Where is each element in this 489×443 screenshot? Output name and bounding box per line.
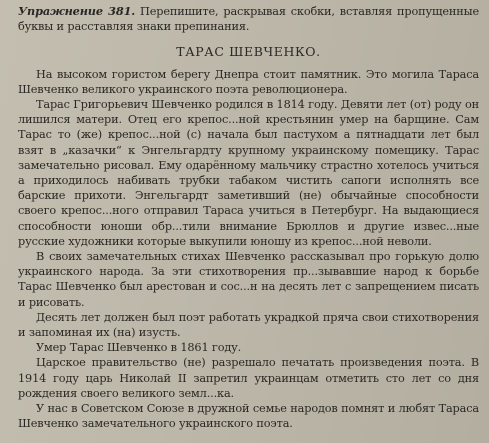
- exercise-header: [18, 4, 479, 34]
- exercise-number: Упражнение 381.: [18, 4, 136, 18]
- paragraph-monument: На высоком гористом берегу Днепра стоит памятник. Это могила Тараса Шевченко великого украинского поэта революционера.: [18, 67, 479, 96]
- paragraph-memory: У нас в Советском Союзе в дружной семье народов помнят и любят Тараса Шевченко замечательного украинского поэта.: [18, 402, 479, 431]
- paragraph-ban: Царское правительство (не) разрешало печатать произведения поэта. В 1914 году царь Николай II запретил украинцам отметить сто лет со дня рождения своего великого земл...ка.: [18, 356, 479, 400]
- paragraph-poems: В своих замечательных стихах Шевченко рассказывал про горькую долю украинского народа. За эти стихотворения пр...зывавшие народ к борьбе Тарас Шевченко был арестован и сос...н на десять лет с запрещением писать и рисовать.: [18, 250, 479, 309]
- paragraph-death: Умер Тарас Шевченко в 1861 году.: [36, 341, 242, 355]
- text-title: ТАРАС ШЕВЧЕНКО.: [176, 44, 321, 60]
- paragraph-exile: Десять лет должен был поэт работать украдкой пряча свои стихотворения и запоминая их (на) изусть.: [18, 310, 479, 340]
- exercise-instruction: Перепишите, раскрывая скобки, вставляя пропущенные буквы и расставляя знаки препинания.: [18, 5, 479, 34]
- paragraph-biography: Тарас Григорьевич Шевченко родился в 1814 году. Девяти лет (от) роду он лишился матери. Отец его крепос...ной крестьянин умер на барщине. Сам Тарас то (же) крепос...ной (с) начала был пастухом а пятнадцати лет был взят в „казачки“ к Энгельгардту крупному украинскому помещику. Тарас замечательно рисовал. Ему одарённому мальчику страстно хотелось учиться а приходилось набивать трубки табаком чистить сапоги исполнять все барские прихоти. Энгельгардт заметивший (не) обычайные способности своего крепос...ного отправил Тараса учиться в Петербург. На выдающиеся способности юноши обр...тили внимание Брюллов и другие извес...ные русские художники которые выкупили юношу из крепос...ной неволи.: [18, 98, 479, 248]
